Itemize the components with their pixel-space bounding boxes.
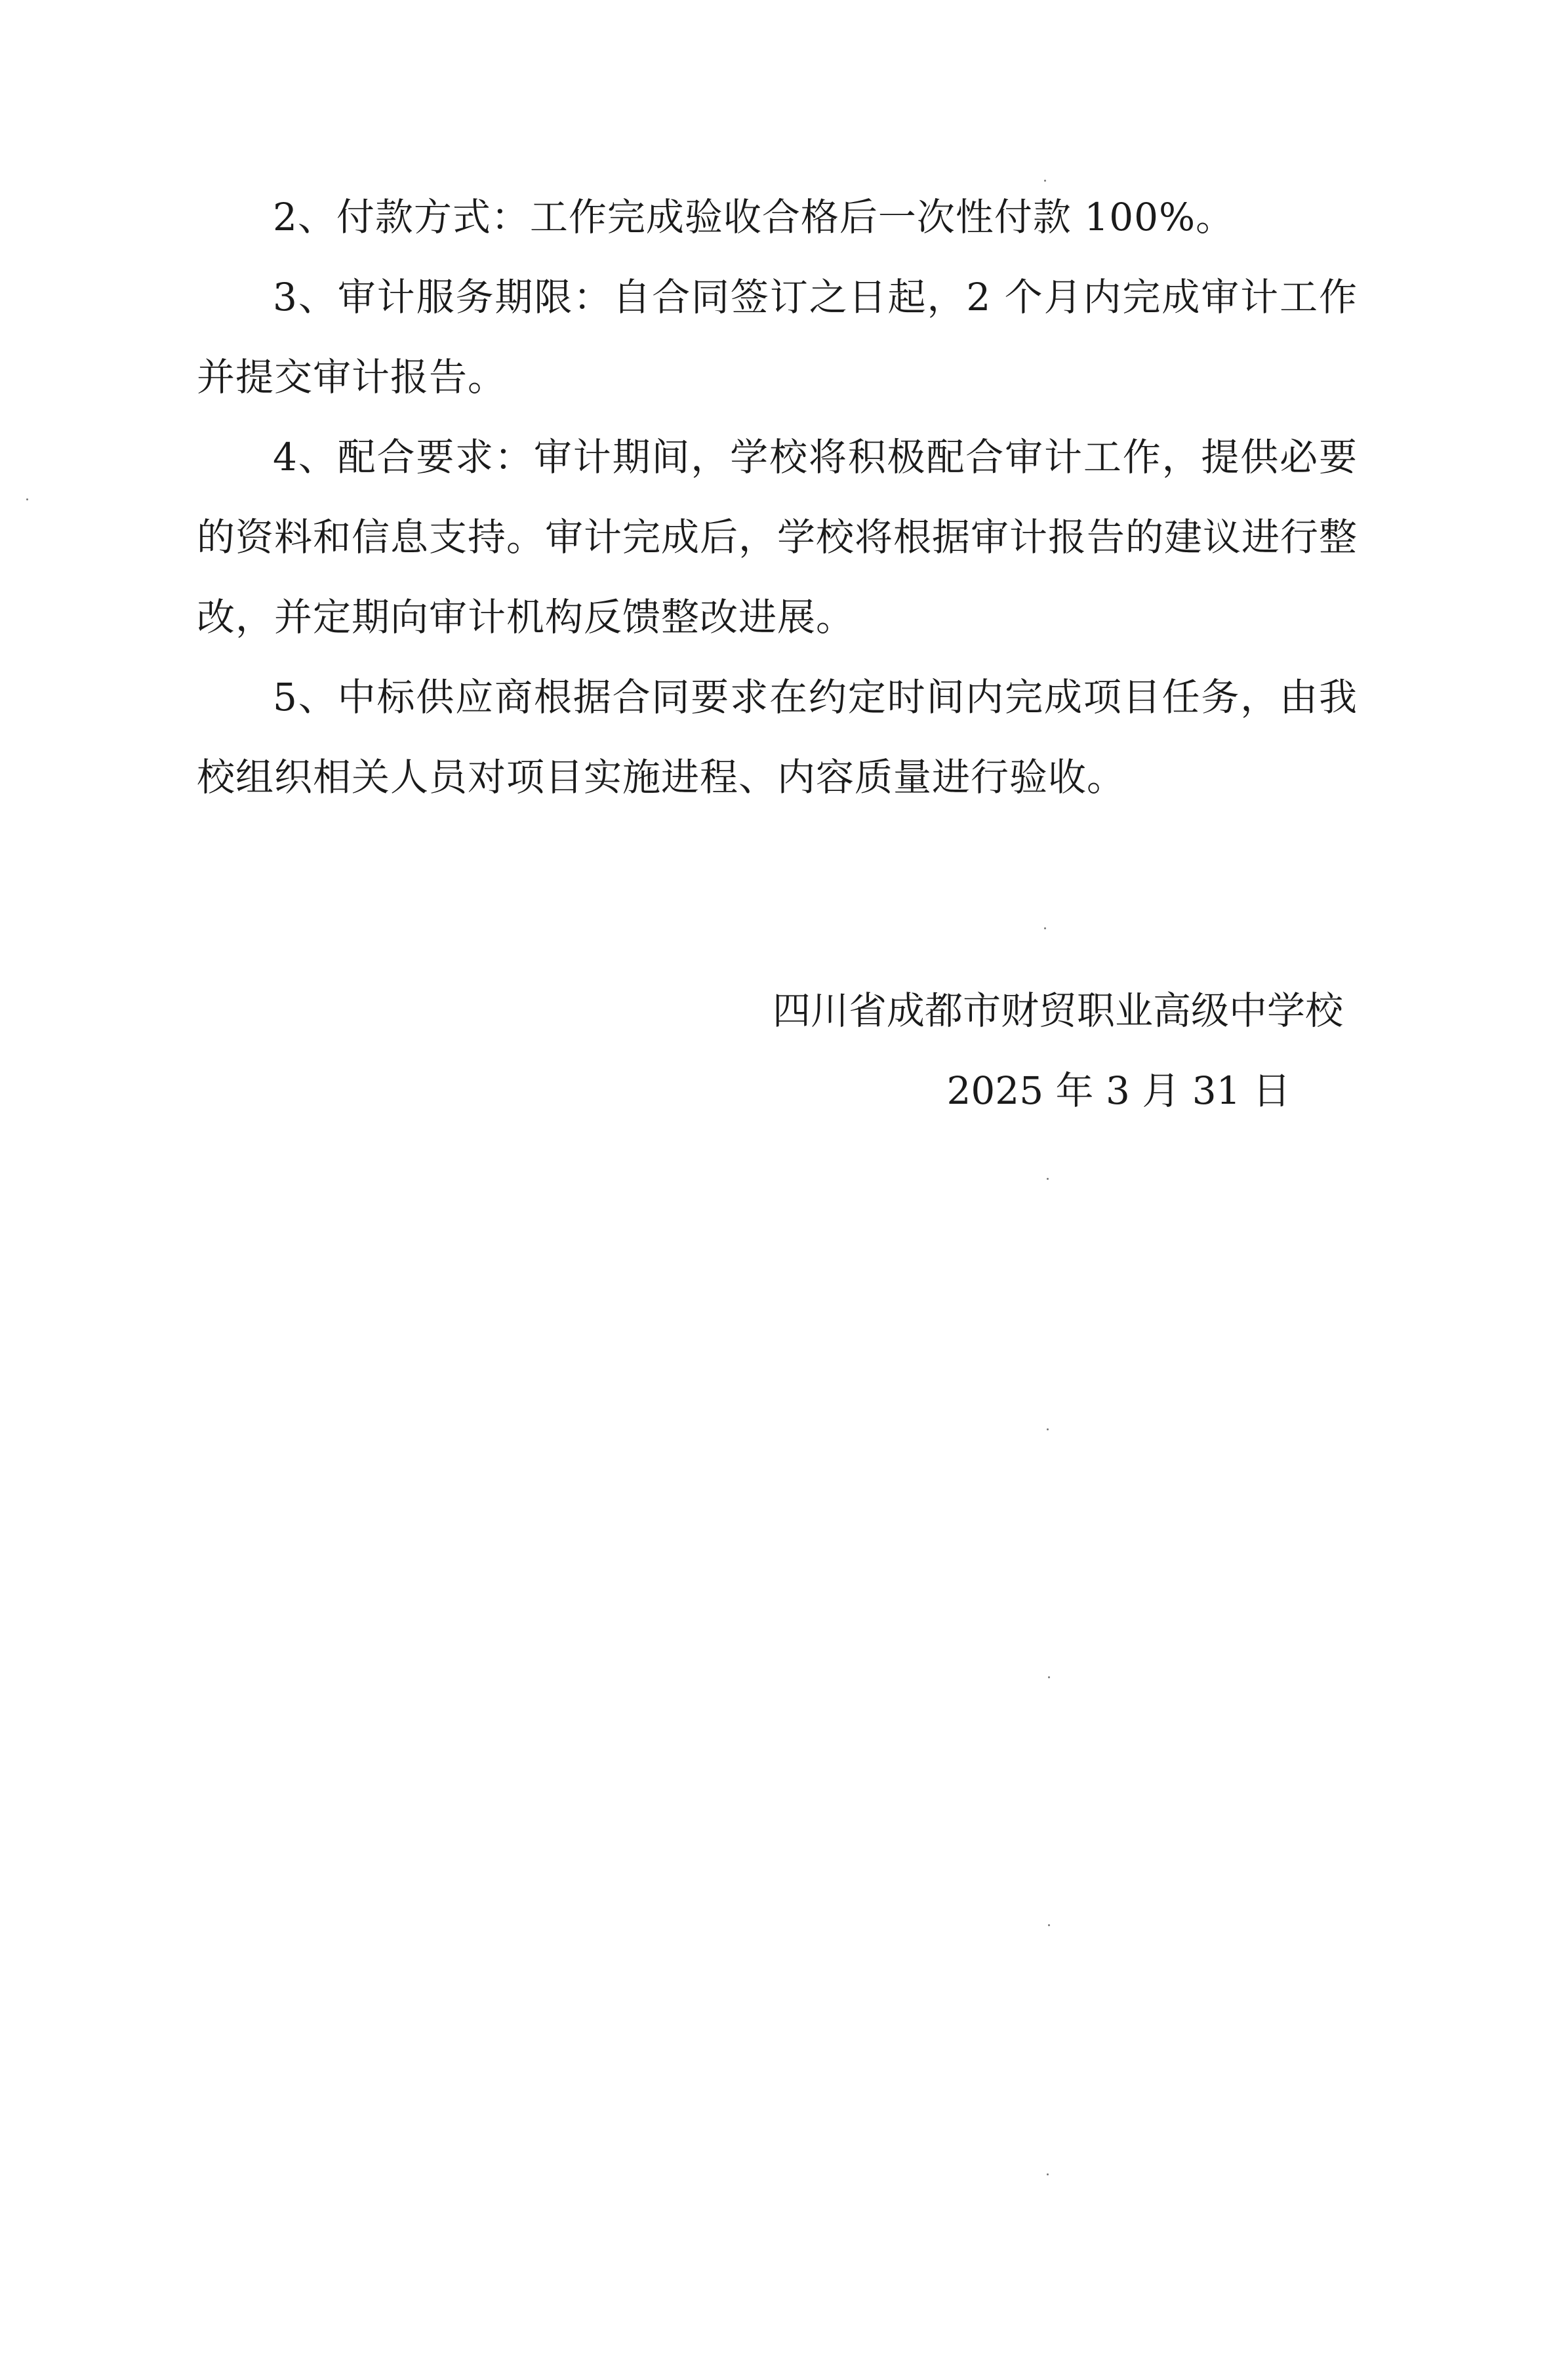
scan-speck xyxy=(1048,1676,1050,1678)
signature-organization: 四川省成都市财贸职业高级中学校 xyxy=(772,988,1343,1033)
scan-speck xyxy=(1047,1178,1049,1180)
paragraph-cooperation-requirements: 4、配合要求：审计期间，学校将积极配合审计工作，提供必要的资料和信息支持。审计完成后，学校将根据审计报告的建议进行整改，并定期向审计机构反馈整改进展。 xyxy=(197,435,1358,639)
signature-block xyxy=(556,971,1343,1131)
scan-speck xyxy=(26,498,28,500)
paragraph-payment-method: 2、付款方式：工作完成验收合格后一次性付款 100%。 xyxy=(273,195,1235,239)
scan-speck xyxy=(1047,2173,1049,2175)
scan-speck xyxy=(1048,1924,1050,1926)
document-body xyxy=(197,177,1358,817)
paragraph-service-period: 3、审计服务期限：自合同签订之日起，2 个月内完成审计工作并提交审计报告。 xyxy=(197,275,1358,399)
scan-speck xyxy=(1044,180,1046,182)
signature-date: 2025 年 3 月 31 日 xyxy=(946,1068,1291,1113)
scan-speck xyxy=(1044,927,1046,929)
paragraph-acceptance: 5、中标供应商根据合同要求在约定时间内完成项目任务，由我校组织相关人员对项目实施进程、内容质量进行验收。 xyxy=(197,675,1358,799)
scan-speck xyxy=(1047,1428,1049,1430)
